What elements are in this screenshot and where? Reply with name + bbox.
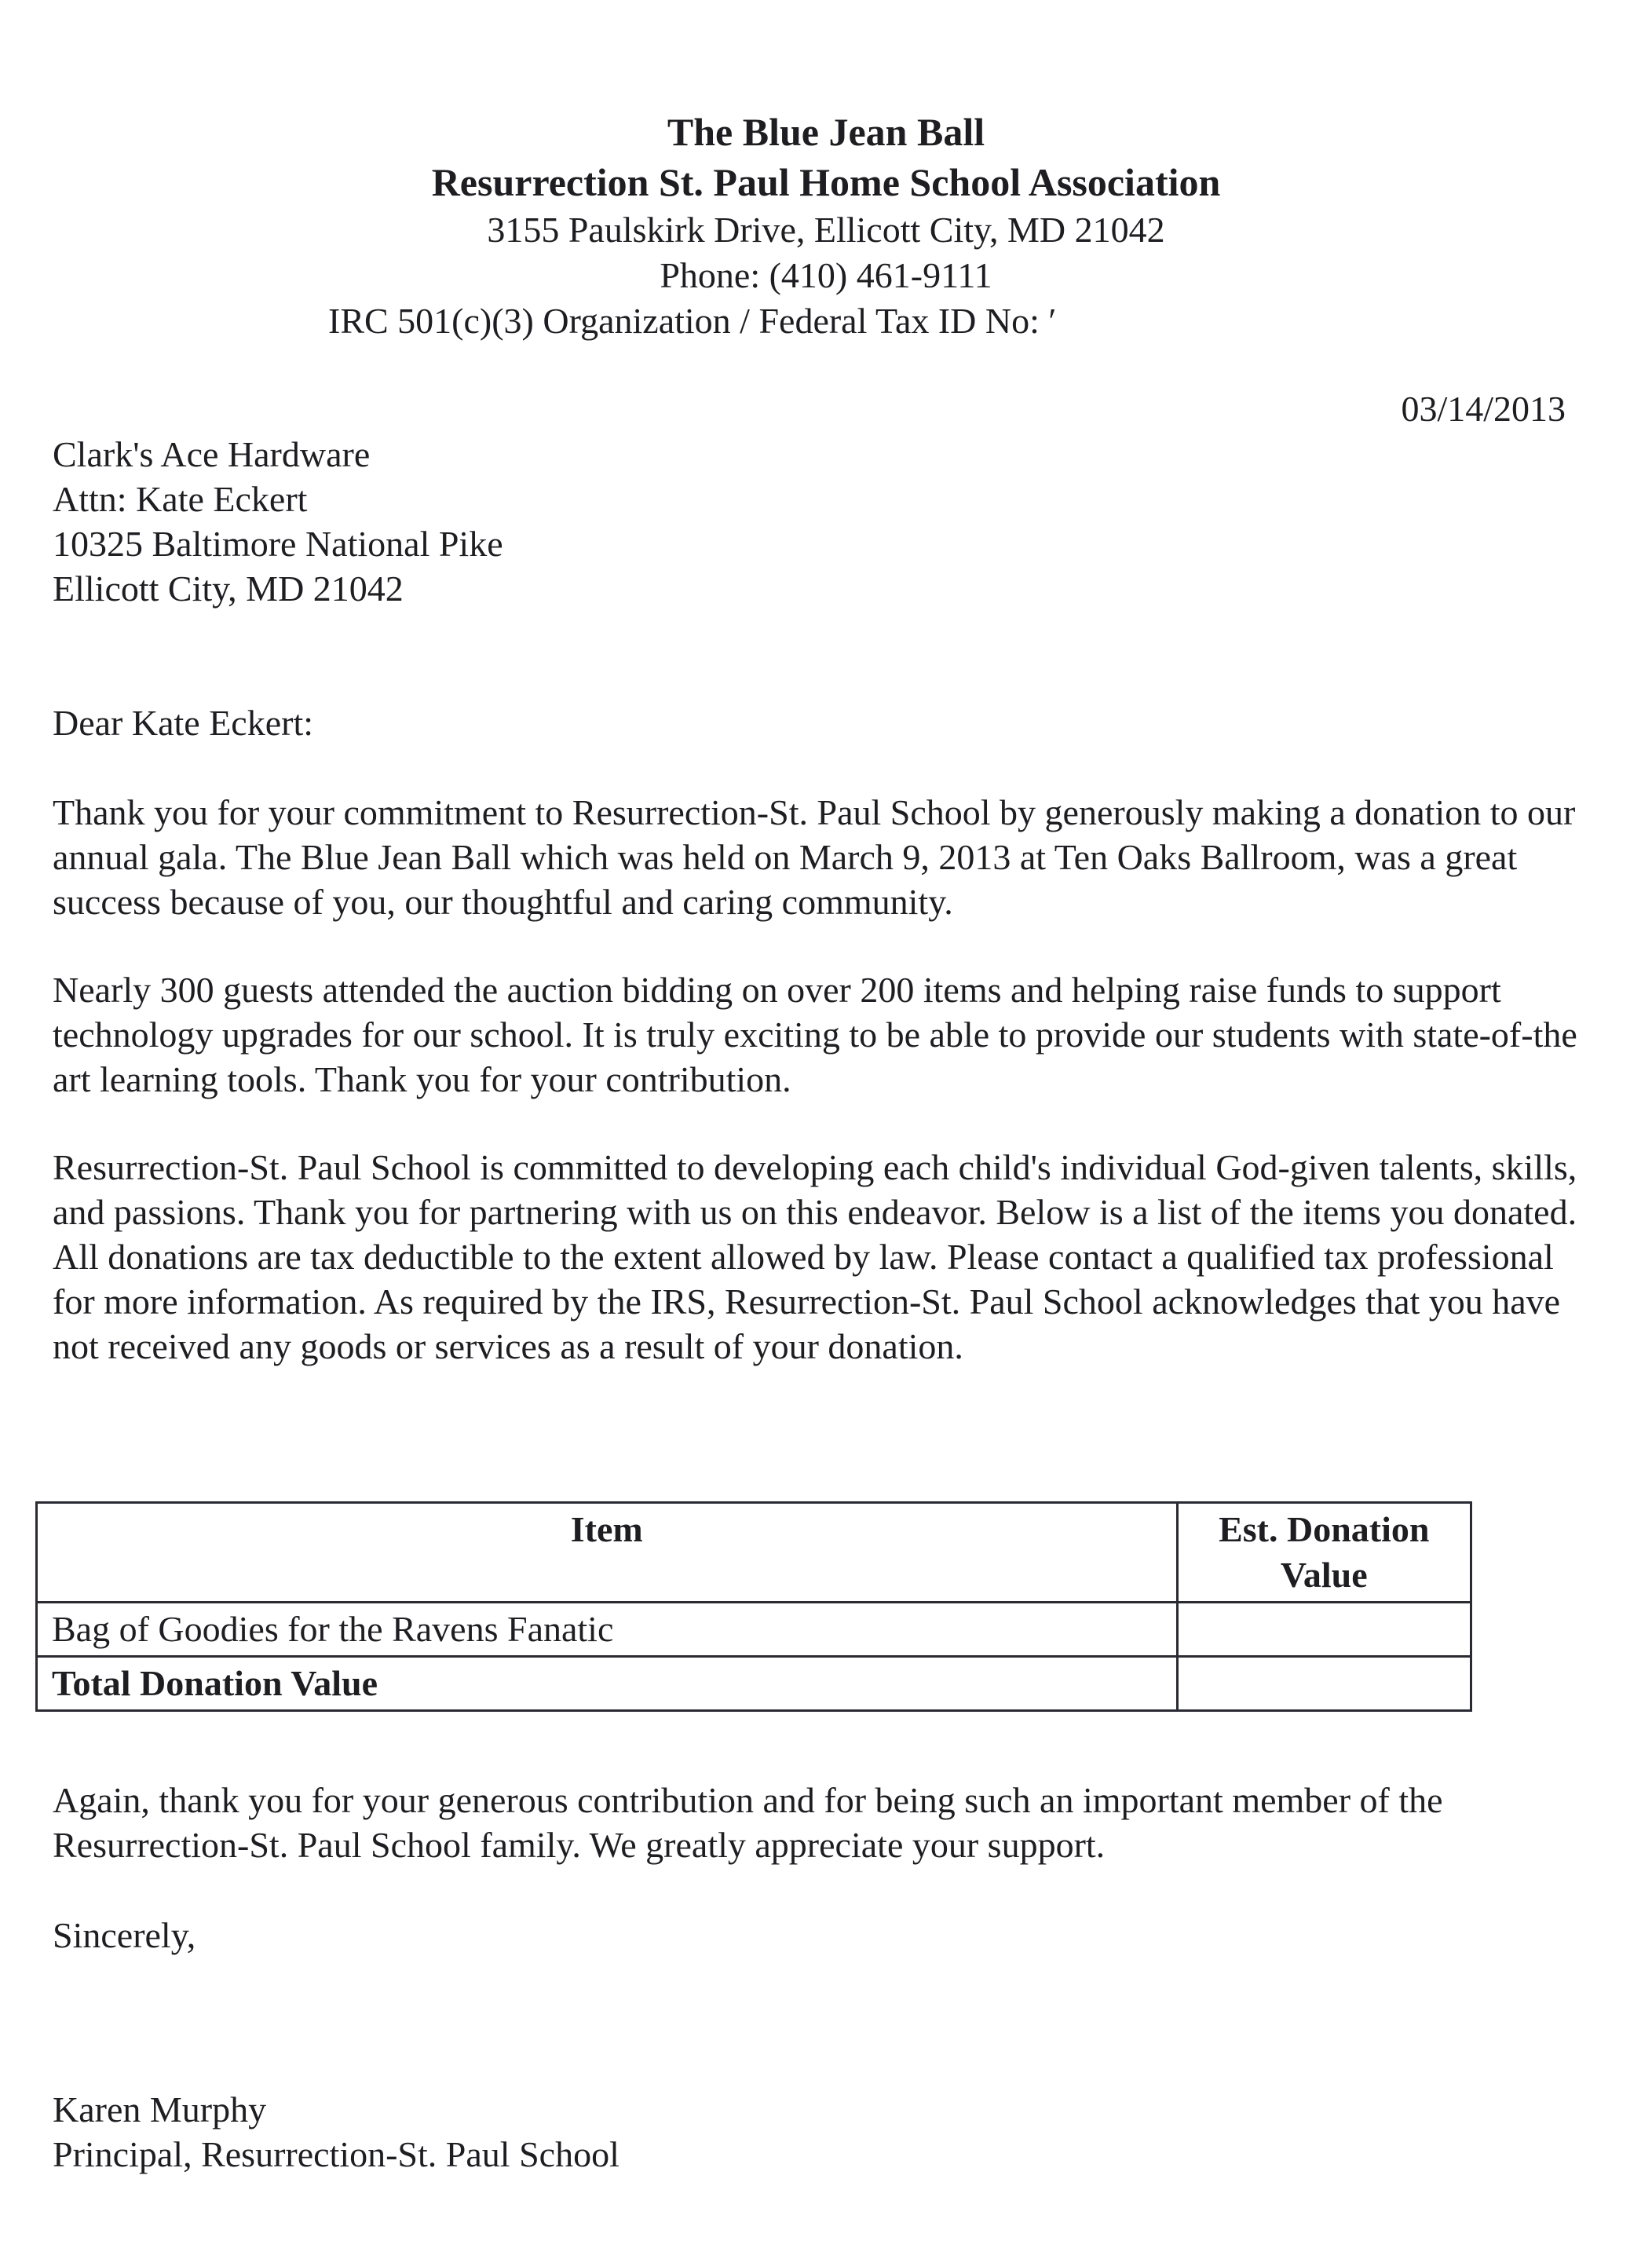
body-paragraph: Again, thank you for your generous contribution and for being such an important member of the Resurrection-St. Paul School family. We greatly appreciate your support. bbox=[53, 1780, 1443, 1865]
body-paragraph: Thank you for your commitment to Resurrection-St. Paul School by generously making a donation to our annual gala. The Blue Jean Ball which was held on March 9, 2013 at Ten Oaks Ballroom, was a great success because of you, our thoughtful and caring community. bbox=[53, 792, 1576, 922]
table-header-row bbox=[37, 1503, 1471, 1603]
recipient-company: Clark's Ace Hardware bbox=[53, 434, 371, 474]
recipient-street: 10325 Baltimore National Pike bbox=[53, 524, 503, 564]
total-value bbox=[1177, 1657, 1471, 1711]
recipient-attention: Attn: Kate Eckert bbox=[53, 479, 308, 519]
letter-date: 03/14/2013 bbox=[1401, 389, 1566, 429]
organization-phone: Phone: (410) 461-9111 bbox=[660, 255, 992, 295]
recipient-city-state-zip: Ellicott City, MD 21042 bbox=[53, 568, 404, 609]
donation-table bbox=[35, 1501, 1472, 1712]
signatory-name: Karen Murphy bbox=[53, 2089, 267, 2130]
tax-id-line: IRC 501(c)(3) Organization / Federal Tax ID No: ′ bbox=[328, 301, 1057, 341]
body-paragraph: Nearly 300 guests attended the auction bidding on over 200 items and helping raise funds to support technology upgrades for our school. It is truly exciting to be able to provide our students with state-of-the art learning tools. Thank you for your contribution. bbox=[53, 970, 1577, 1099]
body-paragraph: Resurrection-St. Paul School is committed to developing each child's individual God-given talents, skills, and passions. Thank you for partnering with us on this endeavor. Below is a list of the items you donated. All donations are tax deductible to the extent allowed by law. Please contact a qualified tax professional for more information. As required by the IRS, Resurrection-St. Paul School acknowledges that you have not received any goods or services as a result of your donation. bbox=[53, 1147, 1577, 1366]
closing: Sincerely, bbox=[53, 1915, 196, 1955]
total-row bbox=[37, 1657, 1471, 1711]
organization-name: Resurrection St. Paul Home School Association bbox=[431, 160, 1221, 204]
item-name: Bag of Goodies for the Ravens Fanatic bbox=[37, 1603, 1178, 1657]
signatory-title: Principal, Resurrection-St. Paul School bbox=[53, 2134, 620, 2174]
total-label: Total Donation Value bbox=[37, 1657, 1178, 1711]
organization-address: 3155 Paulskirk Drive, Ellicott City, MD 21042 bbox=[487, 210, 1165, 250]
column-header-value: Est. Donation Value bbox=[1177, 1503, 1471, 1603]
item-value bbox=[1177, 1603, 1471, 1657]
event-title: The Blue Jean Ball bbox=[667, 110, 985, 154]
salutation: Dear Kate Eckert: bbox=[53, 703, 314, 743]
column-header-item: Item bbox=[37, 1503, 1178, 1603]
recipient-address-block bbox=[53, 432, 503, 611]
table-row bbox=[37, 1603, 1471, 1657]
